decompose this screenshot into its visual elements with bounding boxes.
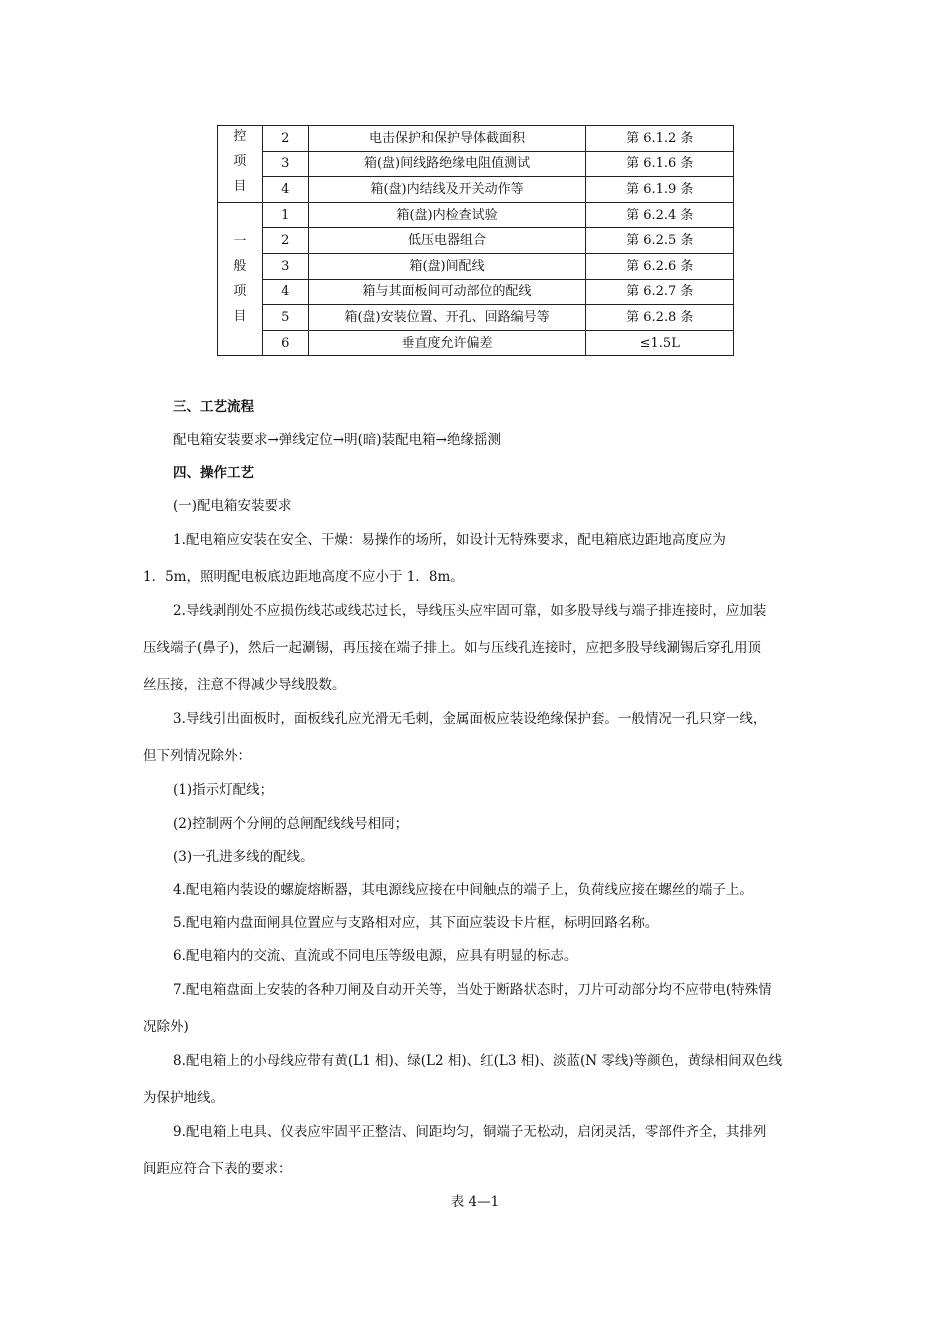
process-flow: 配电箱安装要求→弹线定位→明(暗)装配电箱→绝缘摇测 <box>173 432 501 448</box>
table-row <box>218 279 734 305</box>
table-row <box>218 228 734 254</box>
table-caption: 表 4—1 <box>450 1194 500 1210</box>
clause-reference: 第 6.2.5 条 <box>586 228 734 254</box>
table-row <box>218 177 734 203</box>
item-name: 箱与其面板间可动部位的配线 <box>308 279 586 305</box>
paragraph-line: 间距应符合下表的要求： <box>143 1161 292 1177</box>
item-number: 3 <box>262 151 308 177</box>
list-item: (3)一孔进多线的配线。 <box>173 849 314 865</box>
subsection-heading: (一)配电箱安装要求 <box>173 498 292 514</box>
item-name: 垂直度允许偏差 <box>308 330 586 356</box>
clause-reference: 第 6.2.7 条 <box>586 279 734 305</box>
paragraph-line: 8.配电箱上的小母线应带有黄(L1 相)、绿(L2 相)、红(L3 相)、淡蓝(N 零线)等颜色，黄绿相间双色线 <box>173 1053 783 1069</box>
category-char: 般 <box>233 259 247 275</box>
item-name: 电击保护和保护导体截面积 <box>308 126 586 152</box>
paragraph-line: 但下列情况除外： <box>143 748 251 764</box>
category-char: 一 <box>233 234 247 250</box>
table-row <box>218 126 734 152</box>
clause-reference: 第 6.2.8 条 <box>586 305 734 331</box>
category-char: 目 <box>233 309 247 325</box>
paragraph-line: 9.配电箱上电具、仪表应牢固平正整洁、间距均匀，铜端子无松动，启闭灵活，零部件齐全，其排列 <box>173 1124 767 1140</box>
category-char: 控 <box>233 129 247 145</box>
paragraph-line: 丝压接，注意不得减少导线股数。 <box>143 677 346 693</box>
inspection-items-table <box>217 125 734 356</box>
paragraph-line: 压线端子(鼻子)，然后一起涮锡，再压接在端子排上。如与压线孔连接时，应把多股导线涮锡后穿孔用顶 <box>143 640 762 656</box>
clause-reference: 第 6.2.6 条 <box>586 253 734 279</box>
paragraph-line: 4.配电箱内装设的螺旋熔断器，其电源线应接在中间触点的端子上，负荷线应接在螺丝的端子上。 <box>173 882 753 898</box>
paragraph-line: 5.配电箱内盘面闸具位置应与支路相对应，其下面应装设卡片框，标明回路名称。 <box>173 915 659 931</box>
general-category-cell <box>218 202 263 356</box>
category-char: 目 <box>233 179 247 195</box>
item-number: 3 <box>262 253 308 279</box>
item-number: 4 <box>262 177 308 203</box>
item-name: 箱(盘)内检查试验 <box>308 202 586 228</box>
paragraph-line: 1.配电箱应安装在安全、干燥：易操作的场所，如设计无特殊要求，配电箱底边距地高度应为 <box>173 532 726 548</box>
clause-reference: ≤1.5L <box>586 330 734 356</box>
item-number: 2 <box>262 228 308 254</box>
item-number: 1 <box>262 202 308 228</box>
table-row <box>218 330 734 356</box>
clause-reference: 第 6.1.6 条 <box>586 151 734 177</box>
list-item: (2)控制两个分闸的总闸配线线号相同； <box>173 816 409 832</box>
category-char: 项 <box>233 284 247 300</box>
paragraph-line: 况除外) <box>143 1019 189 1035</box>
item-name: 箱(盘)间线路绝缘电阻值测试 <box>308 151 586 177</box>
table-row <box>218 305 734 331</box>
table-row <box>218 151 734 177</box>
table-row <box>218 253 734 279</box>
item-number: 2 <box>262 126 308 152</box>
item-name: 箱(盘)安装位置、开孔、回路编号等 <box>308 305 586 331</box>
paragraph-line: 3.导线引出面板时，面板线孔应光滑无毛刺，金属面板应装设绝缘保护套。一般情况一孔只穿一线， <box>173 711 767 727</box>
paragraph-line: 为保护地线。 <box>143 1090 224 1106</box>
paragraph-line: 7.配电箱盘面上安装的各种刀闸及自动开关等，当处于断路状态时，刀片可动部分均不应带电(特殊情 <box>173 982 772 998</box>
paragraph-line: 1．5m，照明配电板底边距地高度不应小于 1．8m。 <box>143 569 464 585</box>
item-name: 箱(盘)间配线 <box>308 253 586 279</box>
clause-reference: 第 6.1.9 条 <box>586 177 734 203</box>
item-number: 6 <box>262 330 308 356</box>
paragraph-line: 6.配电箱内的交流、直流或不同电压等级电源，应具有明显的标志。 <box>173 948 578 964</box>
item-name: 低压电器组合 <box>308 228 586 254</box>
item-number: 5 <box>262 305 308 331</box>
clause-reference: 第 6.1.2 条 <box>586 126 734 152</box>
section-heading: 四、操作工艺 <box>173 465 254 481</box>
section-heading: 三、工艺流程 <box>173 399 254 415</box>
paragraph-line: 2.导线剥削处不应损伤线芯或线芯过长，导线压头应牢固可靠，如多股导线与端子排连接时，应加装 <box>173 603 767 619</box>
list-item: (1)指示灯配线； <box>173 782 274 798</box>
category-char: 项 <box>233 154 247 170</box>
main-category-cell <box>218 126 263 203</box>
item-name: 箱(盘)内结线及开关动作等 <box>308 177 586 203</box>
clause-reference: 第 6.2.4 条 <box>586 202 734 228</box>
table-row <box>218 202 734 228</box>
item-number: 4 <box>262 279 308 305</box>
